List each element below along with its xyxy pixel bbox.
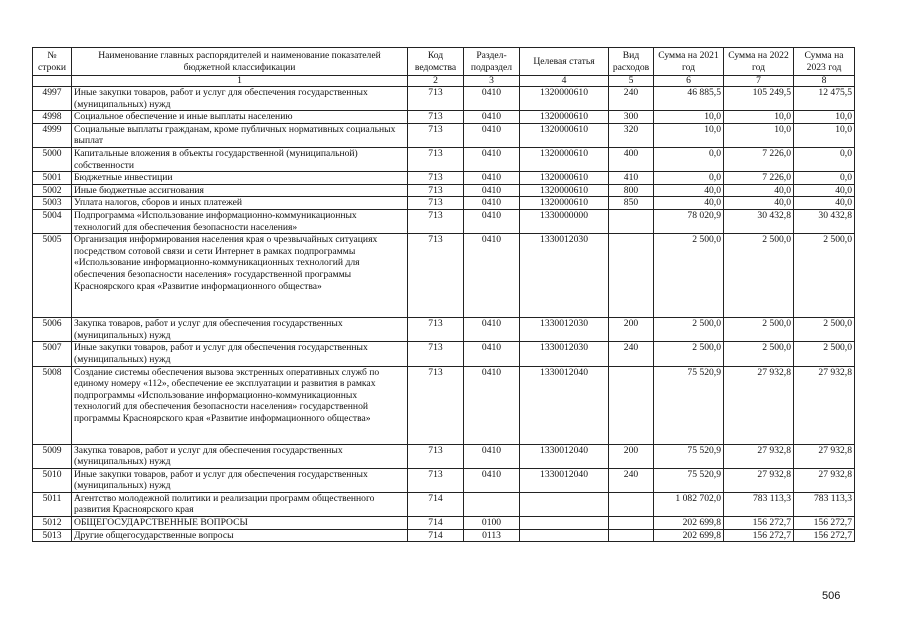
section-code: 0410 — [464, 366, 520, 444]
section-code: 0410 — [464, 468, 520, 492]
sum-2023: 30 432,8 — [794, 209, 855, 233]
row-number: 5002 — [33, 184, 72, 197]
table-row — [33, 444, 855, 468]
sum-2023: 10,0 — [794, 123, 855, 147]
sum-2022: 156 272,7 — [724, 517, 794, 530]
header-sum-2023: Сумма на 2023 год — [794, 48, 855, 76]
sum-2022: 27 932,8 — [724, 366, 794, 444]
sum-2022: 156 272,7 — [724, 529, 794, 542]
table-row — [33, 87, 855, 111]
row-name: Иные закупки товаров, работ и услуг для обеспечения государственных (муниципальных) нужд — [72, 468, 408, 492]
table-row — [33, 318, 855, 342]
sum-2021: 2 500,0 — [654, 342, 724, 366]
sum-2022: 10,0 — [724, 123, 794, 147]
row-name: Иные бюджетные ассигнования — [72, 184, 408, 197]
expense-kind: 240 — [609, 468, 654, 492]
sum-2023: 27 932,8 — [794, 468, 855, 492]
header-sum-2022: Сумма на 2022 год — [724, 48, 794, 76]
dept-code: 713 — [408, 234, 464, 318]
expense-kind: 240 — [609, 87, 654, 111]
section-code: 0410 — [464, 197, 520, 210]
row-name: Иные закупки товаров, работ и услуг для обеспечения государственных (муниципальных) нужд — [72, 87, 408, 111]
row-number: 4998 — [33, 111, 72, 124]
expense-kind: 300 — [609, 111, 654, 124]
dept-code: 713 — [408, 123, 464, 147]
section-code: 0410 — [464, 209, 520, 233]
target-article — [520, 529, 609, 542]
table-row — [33, 492, 855, 516]
target-article — [520, 492, 609, 516]
header-sum-2021: Сумма на 2021 год — [654, 48, 724, 76]
target-article — [520, 517, 609, 530]
target-article: 1320000610 — [520, 172, 609, 185]
row-number: 5012 — [33, 517, 72, 530]
expense-kind: 200 — [609, 318, 654, 342]
target-article: 1330000000 — [520, 209, 609, 233]
column-index: 1 — [72, 76, 408, 87]
sum-2022: 27 932,8 — [724, 468, 794, 492]
section-code: 0410 — [464, 123, 520, 147]
sum-2021: 78 020,9 — [654, 209, 724, 233]
header-row — [33, 48, 855, 76]
sum-2021: 75 520,9 — [654, 444, 724, 468]
table-body — [33, 87, 855, 542]
row-name: Организация информирования населения края о чрезвычайных ситуациях посредством сотовой связи и сети Интернет в рамках подпрограммы «Использование информационно-коммуникационных технологий для обеспечения безопасности населения» государственной программы Красноярского края «Развитие информационного общества» — [72, 234, 408, 318]
budget-table — [32, 47, 855, 542]
section-code: 0410 — [464, 184, 520, 197]
column-index-row — [33, 76, 855, 87]
section-code: 0410 — [464, 87, 520, 111]
sum-2022: 27 932,8 — [724, 444, 794, 468]
dept-code: 713 — [408, 444, 464, 468]
dept-code: 714 — [408, 529, 464, 542]
row-number: 5005 — [33, 234, 72, 318]
section-code: 0410 — [464, 111, 520, 124]
target-article: 1330012030 — [520, 318, 609, 342]
row-number: 5001 — [33, 172, 72, 185]
expense-kind: 320 — [609, 123, 654, 147]
sum-2022: 105 249,5 — [724, 87, 794, 111]
target-article: 1320000610 — [520, 123, 609, 147]
sum-2023: 0,0 — [794, 147, 855, 171]
sum-2021: 0,0 — [654, 147, 724, 171]
dept-code: 713 — [408, 147, 464, 171]
row-name: Другие общегосударственные вопросы — [72, 529, 408, 542]
expense-kind: 850 — [609, 197, 654, 210]
dept-code: 713 — [408, 366, 464, 444]
expense-kind — [609, 517, 654, 530]
table-row — [33, 111, 855, 124]
row-name: Создание системы обеспечения вызова экстренных оперативных служб по единому номеру «112», обеспечение ее эксплуатации и развития в рамках подпрограммы «Использование информационно-коммуникационных технологий для обеспечения безопасности населения» государственной программы Красноярского края «Развитие информационного общества» — [72, 366, 408, 444]
section-code: 0410 — [464, 342, 520, 366]
target-article: 1330012040 — [520, 468, 609, 492]
row-number: 4999 — [33, 123, 72, 147]
target-article: 1320000610 — [520, 87, 609, 111]
table-row — [33, 197, 855, 210]
column-index: 5 — [609, 76, 654, 87]
table-row — [33, 366, 855, 444]
sum-2021: 40,0 — [654, 184, 724, 197]
sum-2022: 10,0 — [724, 111, 794, 124]
dept-code: 713 — [408, 468, 464, 492]
sum-2022: 783 113,3 — [724, 492, 794, 516]
table-row — [33, 342, 855, 366]
sum-2023: 40,0 — [794, 197, 855, 210]
row-number: 5007 — [33, 342, 72, 366]
sum-2021: 46 885,5 — [654, 87, 724, 111]
row-number: 5010 — [33, 468, 72, 492]
target-article: 1330012030 — [520, 234, 609, 318]
sum-2022: 2 500,0 — [724, 318, 794, 342]
table-row — [33, 147, 855, 171]
expense-kind — [609, 209, 654, 233]
target-article: 1330012040 — [520, 366, 609, 444]
sum-2021: 202 699,8 — [654, 529, 724, 542]
dept-code: 713 — [408, 184, 464, 197]
expense-kind: 400 — [609, 147, 654, 171]
expense-kind: 410 — [609, 172, 654, 185]
sum-2022: 2 500,0 — [724, 234, 794, 318]
sum-2023: 2 500,0 — [794, 342, 855, 366]
header-dept-code: Код ведомства — [408, 48, 464, 76]
row-number: 4997 — [33, 87, 72, 111]
target-article: 1330012040 — [520, 444, 609, 468]
target-article: 1320000610 — [520, 184, 609, 197]
sum-2023: 27 932,8 — [794, 444, 855, 468]
table-row — [33, 529, 855, 542]
dept-code: 713 — [408, 209, 464, 233]
table-row — [33, 468, 855, 492]
header-section: Раздел-подраздел — [464, 48, 520, 76]
dept-code: 713 — [408, 172, 464, 185]
column-index: 2 — [408, 76, 464, 87]
expense-kind: 200 — [609, 444, 654, 468]
expense-kind — [609, 366, 654, 444]
header-row-number: № строки — [33, 48, 72, 76]
sum-2023: 156 272,7 — [794, 517, 855, 530]
sum-2023: 12 475,5 — [794, 87, 855, 111]
sum-2021: 75 520,9 — [654, 468, 724, 492]
dept-code: 713 — [408, 318, 464, 342]
target-article: 1320000610 — [520, 147, 609, 171]
sum-2023: 27 932,8 — [794, 366, 855, 444]
column-index: 7 — [724, 76, 794, 87]
sum-2021: 40,0 — [654, 197, 724, 210]
header-name: Наименование главных распорядителей и наименование показателей бюджетной классификации — [72, 48, 408, 76]
expense-kind: 240 — [609, 342, 654, 366]
expense-kind — [609, 234, 654, 318]
column-index: 8 — [794, 76, 855, 87]
sum-2022: 40,0 — [724, 184, 794, 197]
dept-code: 713 — [408, 87, 464, 111]
sum-2023: 10,0 — [794, 111, 855, 124]
sum-2021: 1 082 702,0 — [654, 492, 724, 516]
row-number: 5004 — [33, 209, 72, 233]
expense-kind: 800 — [609, 184, 654, 197]
header-target-article: Целевая статья — [520, 48, 609, 76]
sum-2022: 7 226,0 — [724, 172, 794, 185]
sum-2021: 10,0 — [654, 111, 724, 124]
row-name: Закупка товаров, работ и услуг для обеспечения государственных (муниципальных) нужд — [72, 318, 408, 342]
table-row — [33, 209, 855, 233]
table-row — [33, 184, 855, 197]
row-name: Социальные выплаты гражданам, кроме публичных нормативных социальных выплат — [72, 123, 408, 147]
row-number: 5013 — [33, 529, 72, 542]
row-name: ОБЩЕГОСУДАРСТВЕННЫЕ ВОПРОСЫ — [72, 517, 408, 530]
section-code: 0410 — [464, 172, 520, 185]
row-name: Подпрограмма «Использование информационно-коммуникационных технологий для обеспечения безопасности населения» — [72, 209, 408, 233]
row-number: 5008 — [33, 366, 72, 444]
row-name: Иные закупки товаров, работ и услуг для обеспечения государственных (муниципальных) нужд — [72, 342, 408, 366]
section-code: 0113 — [464, 529, 520, 542]
sum-2023: 40,0 — [794, 184, 855, 197]
sum-2022: 2 500,0 — [724, 342, 794, 366]
expense-kind — [609, 492, 654, 516]
column-index: 4 — [520, 76, 609, 87]
dept-code: 713 — [408, 111, 464, 124]
target-article: 1320000610 — [520, 197, 609, 210]
section-code: 0410 — [464, 444, 520, 468]
sum-2021: 2 500,0 — [654, 318, 724, 342]
row-name: Капитальные вложения в объекты государственной (муниципальной) собственности — [72, 147, 408, 171]
table-row — [33, 517, 855, 530]
expense-kind — [609, 529, 654, 542]
sum-2022: 40,0 — [724, 197, 794, 210]
sum-2023: 783 113,3 — [794, 492, 855, 516]
section-code: 0410 — [464, 318, 520, 342]
dept-code: 713 — [408, 342, 464, 366]
sum-2022: 7 226,0 — [724, 147, 794, 171]
table-row — [33, 123, 855, 147]
target-article: 1330012030 — [520, 342, 609, 366]
dept-code: 713 — [408, 197, 464, 210]
row-name: Бюджетные инвестиции — [72, 172, 408, 185]
dept-code: 714 — [408, 517, 464, 530]
column-index: 6 — [654, 76, 724, 87]
sum-2022: 30 432,8 — [724, 209, 794, 233]
sum-2021: 202 699,8 — [654, 517, 724, 530]
sum-2023: 2 500,0 — [794, 318, 855, 342]
section-code: 0410 — [464, 234, 520, 318]
sum-2021: 10,0 — [654, 123, 724, 147]
row-number: 5006 — [33, 318, 72, 342]
sum-2023: 2 500,0 — [794, 234, 855, 318]
page-number: 506 — [822, 590, 841, 602]
row-number: 5011 — [33, 492, 72, 516]
table-row — [33, 172, 855, 185]
target-article: 1320000610 — [520, 111, 609, 124]
sum-2021: 0,0 — [654, 172, 724, 185]
row-name: Агентство молодежной политики и реализации программ общественного развития Красноярского края — [72, 492, 408, 516]
row-number: 5003 — [33, 197, 72, 210]
section-code: 0100 — [464, 517, 520, 530]
row-number: 5009 — [33, 444, 72, 468]
row-name: Социальное обеспечение и иные выплаты населению — [72, 111, 408, 124]
row-name: Закупка товаров, работ и услуг для обеспечения государственных (муниципальных) нужд — [72, 444, 408, 468]
sum-2023: 156 272,7 — [794, 529, 855, 542]
row-number: 5000 — [33, 147, 72, 171]
dept-code: 714 — [408, 492, 464, 516]
sum-2023: 0,0 — [794, 172, 855, 185]
column-index — [33, 76, 72, 87]
section-code — [464, 492, 520, 516]
sum-2021: 2 500,0 — [654, 234, 724, 318]
table-row — [33, 234, 855, 318]
row-name: Уплата налогов, сборов и иных платежей — [72, 197, 408, 210]
sum-2021: 75 520,9 — [654, 366, 724, 444]
column-index: 3 — [464, 76, 520, 87]
section-code: 0410 — [464, 147, 520, 171]
header-expense-kind: Вид расходов — [609, 48, 654, 76]
